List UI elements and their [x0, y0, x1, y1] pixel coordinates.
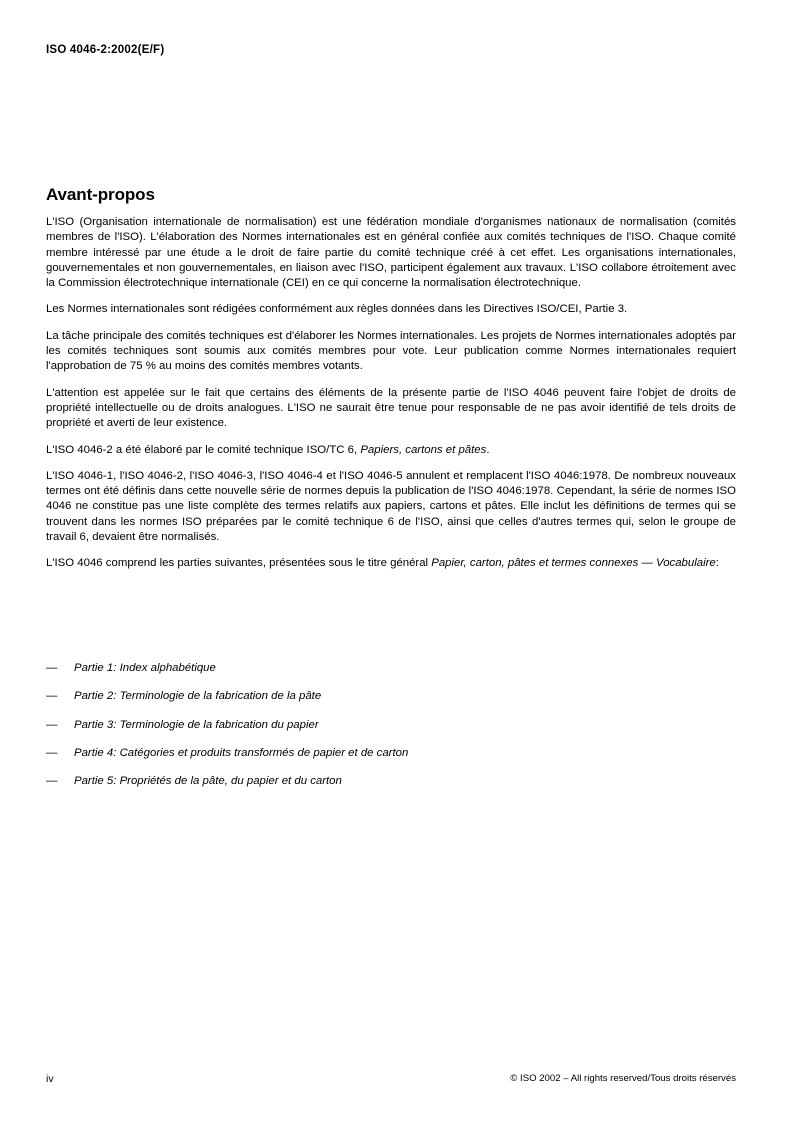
parts-list	[46, 661, 736, 802]
paragraph-parts-intro	[46, 556, 736, 571]
page-number: iv	[46, 1073, 54, 1085]
paragraph-supersedes: L'ISO 4046-1, l'ISO 4046-2, l'ISO 4046-3, l'ISO 4046-4 et l'ISO 4046-5 annulent et remplacent l'ISO 4046:1978. De nombreux nouveaux termes ont été définis dans cette nouvelle série de normes depuis la publication de l'ISO 4046:1978. Cependant, la série de normes ISO 4046 ne constitue pas une liste complète des termes relatifs aux papiers, cartons et pâtes. Elle inclut les définitions de termes qui se trouvent dans les normes ISO préparées par le comité technique 6 de l'ISO, ainsi que celles d'autres termes qui, selon le groupe de travail 6, devaient être normalisés.	[46, 469, 736, 544]
em-dash-marker: —	[46, 746, 58, 759]
running-header: ISO 4046-2:2002(E/F)	[46, 44, 165, 56]
em-dash-marker: —	[46, 775, 58, 788]
general-title-italic: Papier, carton, pâtes et termes connexes — Vocabulaire	[431, 557, 716, 570]
list-item	[46, 746, 736, 761]
paragraph-prepared-by	[46, 443, 736, 458]
paragraph-patent-rights: L'attention est appelée sur le fait que certains des éléments de la présente partie de l'ISO 4046 peuvent faire l'objet de droits de propriété intellectuelle ou de droits analogues. L'ISO ne saurait être tenue pour responsable de ne pas avoir identifié de tels droits de propriété et averti de leur existence.	[46, 386, 736, 430]
em-dash-marker: —	[46, 718, 58, 731]
foreword-body	[46, 215, 736, 572]
prepared-by-prefix: L'ISO 4046-2 a été élaboré par le comité technique ISO/TC 6,	[46, 443, 361, 456]
copyright-notice: © ISO 2002 – All rights reserved/Tous droits réservés	[510, 1073, 736, 1084]
list-item	[46, 689, 736, 704]
committee-title-italic: Papiers, cartons et pâtes	[360, 443, 487, 456]
page-footer	[0, 1073, 793, 1091]
list-item	[46, 774, 736, 789]
list-item-label: Partie 2: Terminologie de la fabrication de la pâte	[74, 690, 322, 703]
paragraph-iso-definition: L'ISO (Organisation internationale de normalisation) est une fédération mondiale d'organismes nationaux de normalisation (comités membres de l'ISO). L'élaboration des Normes internationales est en général confiée aux comités techniques de l'ISO. Chaque comité membre intéressé par une étude a le droit de faire partie du comité technique créé à cet effet. Les organisations internationales, gouvernementales et non gouvernementales, en liaison avec l'ISO, participent également aux travaux. L'ISO collabore étroitement avec la Commission électrotechnique internationale (CEI) en ce qui concerne la normalisation électrotechnique.	[46, 216, 736, 290]
paragraph-technical-committees: La tâche principale des comités techniques est d'élaborer les Normes internationales. Les projets de Normes internationales adoptés par les comités techniques sont soumis aux comités membres pour vote. Leur publication comme Normes internationales requiert l'approbation de 75 % au moins des comités membres votants.	[46, 329, 736, 373]
section-title: Avant-propos	[46, 185, 155, 205]
em-dash-marker: —	[46, 662, 58, 674]
prepared-by-suffix: .	[486, 443, 490, 456]
list-item-label: Partie 4: Catégories et produits transformés de papier et de carton	[74, 746, 409, 759]
parts-intro-suffix: :	[715, 557, 719, 570]
paragraph-directives: Les Normes internationales sont rédigées conformément aux règles données dans les Directives ISO/CEI, Partie 3.	[46, 303, 628, 316]
list-item	[46, 661, 736, 676]
list-item-label: Partie 3: Terminologie de la fabrication du papier	[74, 718, 319, 731]
em-dash-marker: —	[46, 690, 58, 703]
list-item	[46, 718, 736, 733]
parts-intro-prefix: L'ISO 4046 comprend les parties suivantes, présentées sous le titre général	[46, 557, 432, 570]
list-item-label: Partie 1: Index alphabétique	[74, 662, 216, 674]
list-item-label: Partie 5: Propriétés de la pâte, du papier et du carton	[74, 775, 342, 788]
